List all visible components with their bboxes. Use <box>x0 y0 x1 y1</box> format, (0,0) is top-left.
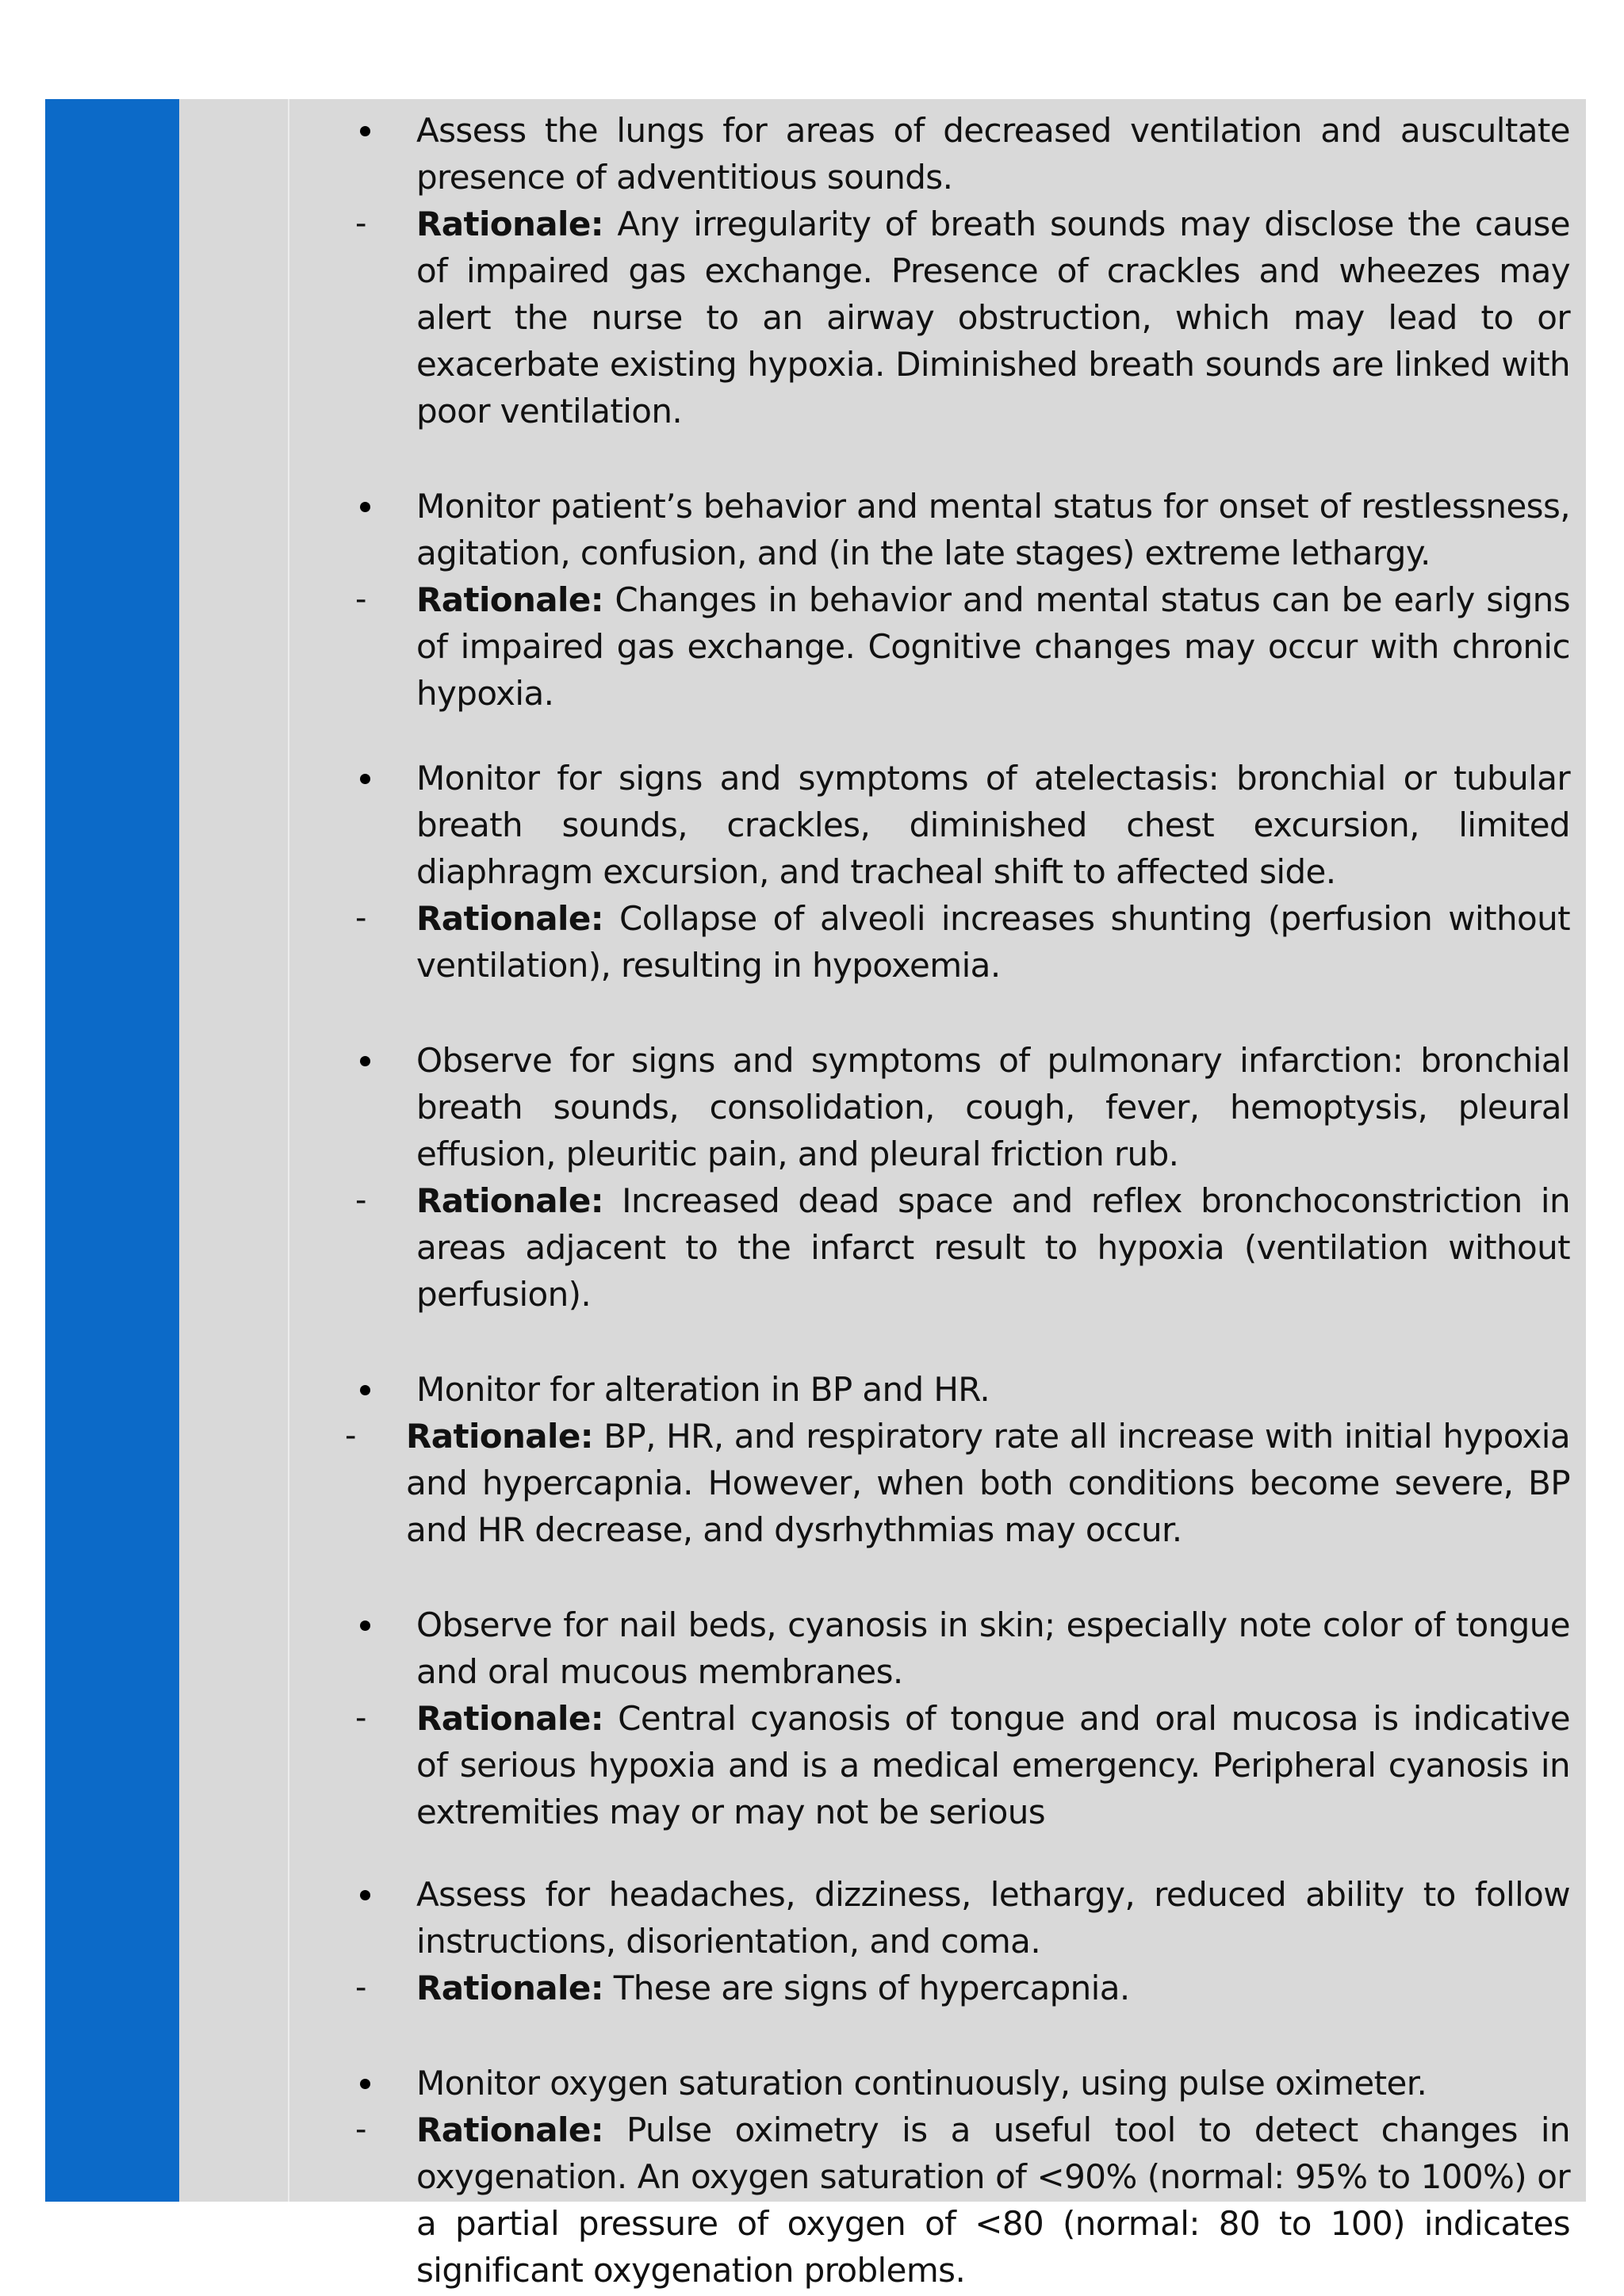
interventions-column <box>289 99 1586 2290</box>
rationale-label: Rationale: <box>416 2110 603 2149</box>
rationale-label: Rationale: <box>406 1417 593 1456</box>
dash-marker: - <box>345 1418 356 1454</box>
intervention-item <box>289 1037 1570 1318</box>
rationale-text <box>416 1965 1570 2011</box>
intervention-text: Assess for headaches, dizziness, lethargy, reduced ability to follow instructions, disorientation, and coma. <box>416 1875 1570 1961</box>
intervention-item <box>289 107 1570 434</box>
rationale-label: Rationale: <box>416 1699 603 1738</box>
intervention-text: Monitor patient’s behavior and mental status for onset of restlessness, agitation, confusion, and (in the late stages) extreme lethargy. <box>416 487 1570 572</box>
rationale-body: Central cyanosis of tongue and oral mucosa is indicative of serious hypoxia and is a medical emergency. Peripheral cyanosis in extremities may or may not be serious <box>416 1699 1570 1831</box>
rationale-text <box>416 1177 1570 1318</box>
rationale-label: Rationale: <box>416 899 603 938</box>
rationale-body: Any irregularity of breath sounds may disclose the cause of impaired gas exchange. Presence of crackles and wheezes may alert the nurse to an airway obstruction, which may lead to or exacerbate existing hypoxia. Diminished breath sounds are linked with poor ventilation. <box>416 205 1570 430</box>
empty-table-column <box>179 99 289 2202</box>
intervention-item <box>289 755 1570 989</box>
intervention-text: Monitor for signs and symptoms of atelectasis: bronchial or tubular breath sounds, crackles, diminished chest excursion, limited diaphragm excursion, and tracheal shift to affected side. <box>416 759 1570 891</box>
dash-marker: - <box>355 205 366 242</box>
rationale-text <box>416 2107 1570 2294</box>
rationale-body: Pulse oximetry is a useful tool to detect changes in oxygenation. An oxygen saturation of <90% (normal: 95% to 100%) or a partial pressure of oxygen of <80 (normal: 80 to 100) indicates significant oxygenation problems. <box>416 2110 1570 2290</box>
dash-marker: - <box>355 900 366 936</box>
intervention-text: Monitor oxygen saturation continuously, using pulse oximeter. <box>416 2064 1427 2103</box>
rationale-label: Rationale: <box>416 1969 603 2007</box>
intervention-text: Assess the lungs for areas of decreased ventilation and auscultate presence of adventitious sounds. <box>416 111 1570 197</box>
rationale-text <box>416 576 1570 717</box>
intervention-text: Monitor for alteration in BP and HR. <box>416 1370 990 1409</box>
intervention-text: Observe for nail beds, cyanosis in skin; especially note color of tongue and oral mucous membranes. <box>416 1605 1570 1691</box>
dash-marker: - <box>355 1700 366 1736</box>
intervention-item <box>289 1366 1570 1553</box>
rationale-body: BP, HR, and respiratory rate all increase with initial hypoxia and hypercapnia. However, when both conditions become severe, BP and HR decrease, and dysrhythmias may occur. <box>406 1417 1570 1549</box>
rationale-body: These are signs of hypercapnia. <box>613 1969 1130 2007</box>
intervention-item <box>289 2060 1570 2294</box>
rationale-label: Rationale: <box>416 580 603 619</box>
rationale-label: Rationale: <box>416 205 603 243</box>
intervention-item <box>289 483 1570 717</box>
intervention-item <box>289 1871 1570 2011</box>
rationale-body: Increased dead space and reflex bronchoconstriction in areas adjacent to the infarct result to hypoxia (ventilation without perfusion). <box>416 1181 1570 1314</box>
rationale-text <box>416 1695 1570 1835</box>
care-plan-table <box>45 99 1586 2290</box>
blue-side-band <box>45 99 179 2202</box>
dash-marker: - <box>355 1182 366 1219</box>
dash-marker: - <box>355 581 366 618</box>
rationale-text <box>416 201 1570 434</box>
rationale-label: Rationale: <box>416 1181 603 1220</box>
rationale-text <box>416 895 1570 989</box>
intervention-item <box>289 1601 1570 1835</box>
rationale-body: Changes in behavior and mental status can be early signs of impaired gas exchange. Cognitive changes may occur with chronic hypoxia. <box>416 580 1570 713</box>
dash-marker: - <box>355 1969 366 2006</box>
dash-marker: - <box>355 2111 366 2148</box>
rationale-body: Collapse of alveoli increases shunting (perfusion without ventilation), resulting in hypoxemia. <box>416 899 1570 985</box>
rationale-text <box>406 1413 1570 1553</box>
intervention-text: Observe for signs and symptoms of pulmonary infarction: bronchial breath sounds, consolidation, cough, fever, hemoptysis, pleural effusion, pleuritic pain, and pleural friction rub. <box>416 1041 1570 1173</box>
